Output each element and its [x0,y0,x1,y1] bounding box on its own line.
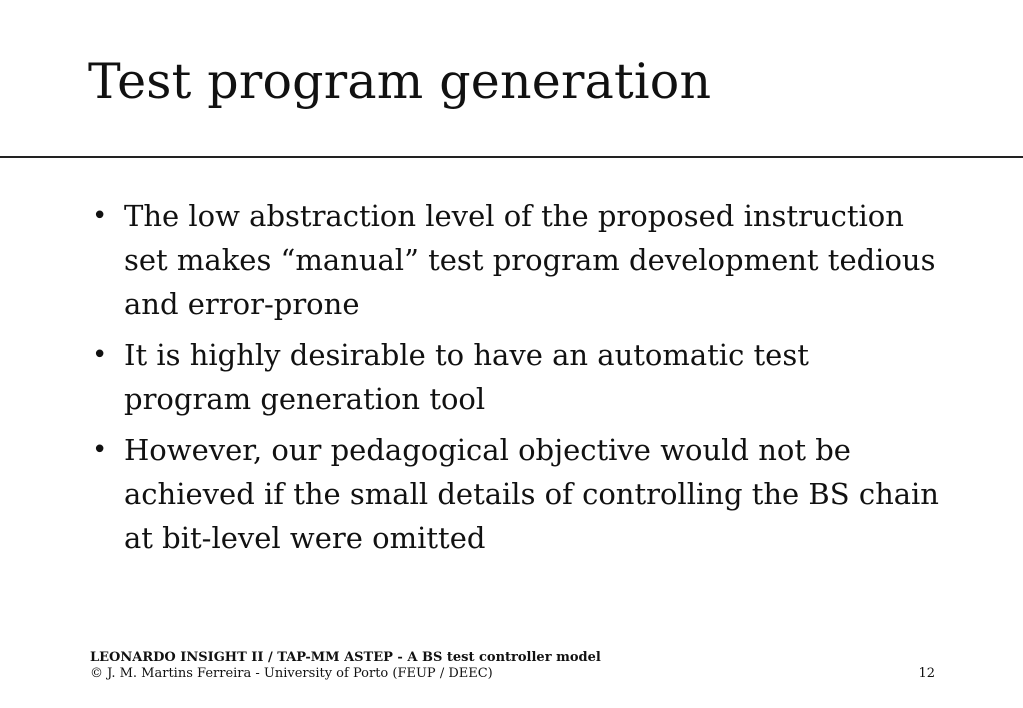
footer-course-title: LEONARDO INSIGHT II / TAP-MM ASTEP - A BS test controller model [90,650,601,665]
bullet-list [92,194,942,567]
bullet-item [92,428,942,560]
bullet-item [92,194,942,326]
slide-title: Test program generation [88,53,712,110]
bullet-text: It is highly desirable to have an automatic test program generation tool [124,338,809,416]
footer-copyright-row [90,666,935,682]
title-divider [0,156,1023,158]
bullet-text: The low abstraction level of the proposed instruction set makes “manual” test program development tedious and error-prone [124,199,936,321]
page-number: 12 [918,666,935,681]
bullet-marker: • [92,340,108,370]
slide-footer [90,650,935,682]
bullet-marker: • [92,435,108,465]
bullet-item [92,333,942,421]
bullet-text: However, our pedagogical objective would not be achieved if the small details of controlling the BS chain at bit-level were omitted [124,433,939,555]
bullet-marker: • [92,201,108,231]
footer-copyright: © J. M. Martins Ferreira - University of Porto (FEUP / DEEC) [90,666,493,681]
